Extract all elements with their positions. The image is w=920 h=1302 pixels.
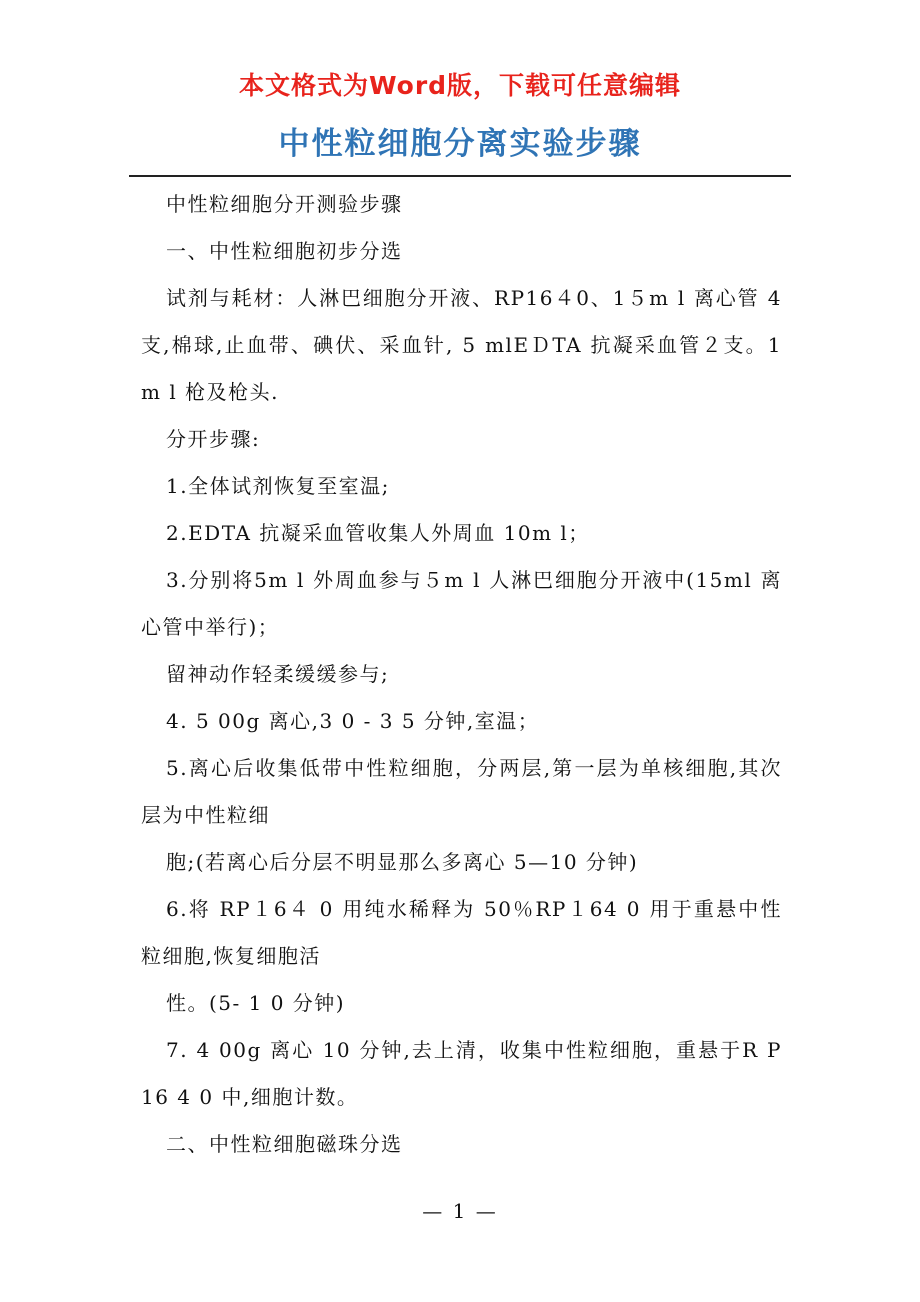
paragraph-step-2: 2.EDTA 抗凝采血管收集人外周血 10m l；	[166, 521, 590, 545]
title-divider	[129, 175, 791, 177]
paragraph-note: 留神动作轻柔缓缓参与;	[166, 662, 390, 686]
format-notice-banner: 本文格式为Word版，下载可任意编辑	[238, 71, 682, 100]
paragraph-reagents: 试剂与耗材：人淋巴细胞分开液、RP16４0、1５m l 离心管 4 支,棉球,止血带、碘伏、采血针, 5 mlEＤTA 抗凝采血管２支。1m l 枪及枪头.	[141, 286, 782, 404]
section-heading-2: 二、中性粒细胞磁珠分选	[166, 1132, 403, 1156]
paragraph-steps-heading: 分开步骤:	[166, 427, 261, 451]
document-body	[141, 181, 782, 1168]
paragraph-step-5: 5.离心后收集低带中性粒细胞，分两层,第一层为单核细胞,其次层为中性粒细	[141, 756, 782, 827]
paragraph-step-6: 6.将 RP１6４ 0 用纯水稀释为 50％RP１64 0 用于重悬中性粒细胞,恢复细胞活	[141, 897, 782, 968]
paragraph-step-6-continued: 性。(5- 1 0 分钟)	[166, 991, 346, 1015]
section-heading-1: 一、中性粒细胞初步分选	[166, 239, 403, 263]
document-title: 中性粒细胞分离实验步骤	[278, 126, 642, 162]
page-number: — 1 —	[422, 1199, 498, 1223]
paragraph-step-1: 1.全体试剂恢复至室温;	[166, 474, 390, 498]
paragraph-step-4: 4. 5 00g 离心,3 0 - 3 5 分钟,室温；	[166, 709, 540, 733]
paragraph-subtitle: 中性粒细胞分开测验步骤	[166, 192, 403, 216]
paragraph-step-5-continued: 胞;(若离心后分层不明显那么多离心 5—10 分钟)	[166, 850, 639, 874]
paragraph-step-3: 3.分别将5m l 外周血参与５m l 人淋巴细胞分开液中(15ml 离心管中举行)；	[141, 568, 782, 639]
paragraph-step-7: 7. 4 00g 离心 10 分钟,去上清，收集中性粒细胞，重悬于R P16 4 0 中,细胞计数。	[141, 1038, 782, 1109]
